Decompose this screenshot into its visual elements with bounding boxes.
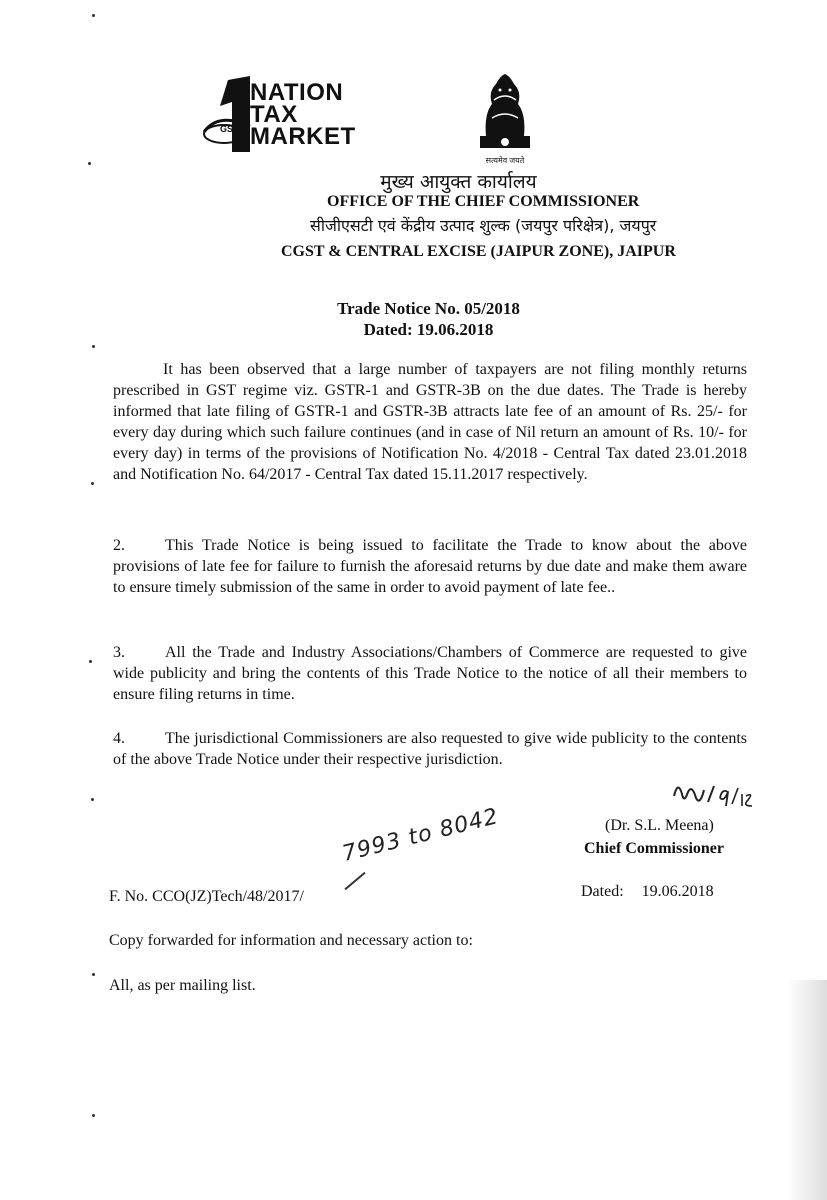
logo-line-nation: NATION bbox=[250, 79, 344, 106]
scan-speck bbox=[92, 14, 95, 17]
paragraph-text: This Trade Notice is being issued to facilitate the Trade to know about the above provisions of late fee for failure to furnish the aforesaid returns by due date and make them aware to ensure timely submission of the same in order to avoid payment of late fee.. bbox=[113, 537, 747, 596]
paragraph-number: 4. bbox=[113, 730, 125, 747]
paragraph-number: 2. bbox=[113, 537, 125, 554]
office-title-hindi: मुख्य आयुक्त कार्यालय bbox=[380, 171, 537, 193]
zone-title-hindi: सीजीएसटी एवं केंद्रीय उत्पाद शुल्क (जयपुर परिक्षेत्र), जयपुर bbox=[310, 216, 657, 235]
scan-speck bbox=[92, 973, 95, 976]
paragraph-3 bbox=[113, 642, 747, 705]
logo-line-market: MARKET bbox=[250, 123, 356, 150]
mailing-list-line: All, as per mailing list. bbox=[109, 977, 256, 994]
handwritten-signature bbox=[670, 776, 760, 816]
dispatch-date-label: Dated: bbox=[581, 883, 624, 900]
scan-edge-shadow bbox=[787, 980, 827, 1200]
scan-speck bbox=[89, 660, 92, 663]
notice-heading bbox=[0, 298, 827, 340]
paragraph-number: 3. bbox=[113, 644, 125, 661]
logo-line-tax: TAX bbox=[250, 101, 298, 128]
logo-gst-badge: GST bbox=[220, 124, 239, 134]
file-number: F. No. CCO(JZ)Tech/48/2017/ bbox=[109, 888, 304, 905]
paragraph-2 bbox=[113, 535, 747, 598]
dispatch-date bbox=[581, 883, 714, 901]
scan-speck bbox=[88, 162, 91, 165]
scan-speck bbox=[91, 798, 94, 801]
paragraph-text: The jurisdictional Commissioners are also requested to give wide publicity to the contents of the above Trade Notice under their respective jurisdiction. bbox=[113, 730, 747, 768]
copy-forwarded-line: Copy forwarded for information and necessary action to: bbox=[109, 932, 473, 949]
national-emblem-icon bbox=[470, 70, 540, 166]
paragraph-1: It has been observed that a large number of taxpayers are not filing monthly returns prescribed in GST regime viz. GSTR-1 and GSTR-3B on the due dates. The Trade is hereby informed that late filing of GSTR-1 and GSTR-3B attracts late fee of an amount of Rs. 25/- for every day during which such failure continues (and in case of Nil return an amount of Rs. 10/- for every day) in terms of the provisions of Notification No. 4/2018 - Central Tax dated 23.01.2018 and Notification No. 64/2017 - Central Tax dated 15.11.2017 respectively. bbox=[113, 361, 747, 483]
logo-wordmark bbox=[250, 79, 356, 150]
signatory-name: (Dr. S.L. Meena) bbox=[605, 817, 714, 834]
office-title: OFFICE OF THE CHIEF COMMISSIONER bbox=[327, 193, 640, 210]
notice-number: Trade Notice No. 05/2018 bbox=[337, 299, 520, 318]
paragraph-text: All the Trade and Industry Associations/Chambers of Commerce are requested to give wide publicity and bring the contents of this Trade Notice to the notice of all their members to ensure filing returns in time. bbox=[113, 644, 747, 703]
scan-speck bbox=[92, 345, 95, 348]
notice-date: Dated: 19.06.2018 bbox=[363, 320, 494, 339]
scan-speck bbox=[92, 1114, 95, 1117]
handwritten-strike bbox=[344, 872, 365, 890]
paragraph-4 bbox=[113, 728, 747, 770]
handwritten-dispatch-range: 7993 to 8042 bbox=[339, 804, 502, 867]
emblem-motto: सत्यमेव जयते bbox=[485, 156, 525, 165]
signatory-title: Chief Commissioner bbox=[584, 840, 724, 857]
zone-title: CGST & CENTRAL EXCISE (JAIPUR ZONE), JAIPUR bbox=[281, 243, 676, 260]
nation-tax-market-logo bbox=[198, 72, 398, 162]
scan-speck bbox=[91, 482, 94, 485]
dispatch-date-value: 19.06.2018 bbox=[641, 883, 714, 900]
